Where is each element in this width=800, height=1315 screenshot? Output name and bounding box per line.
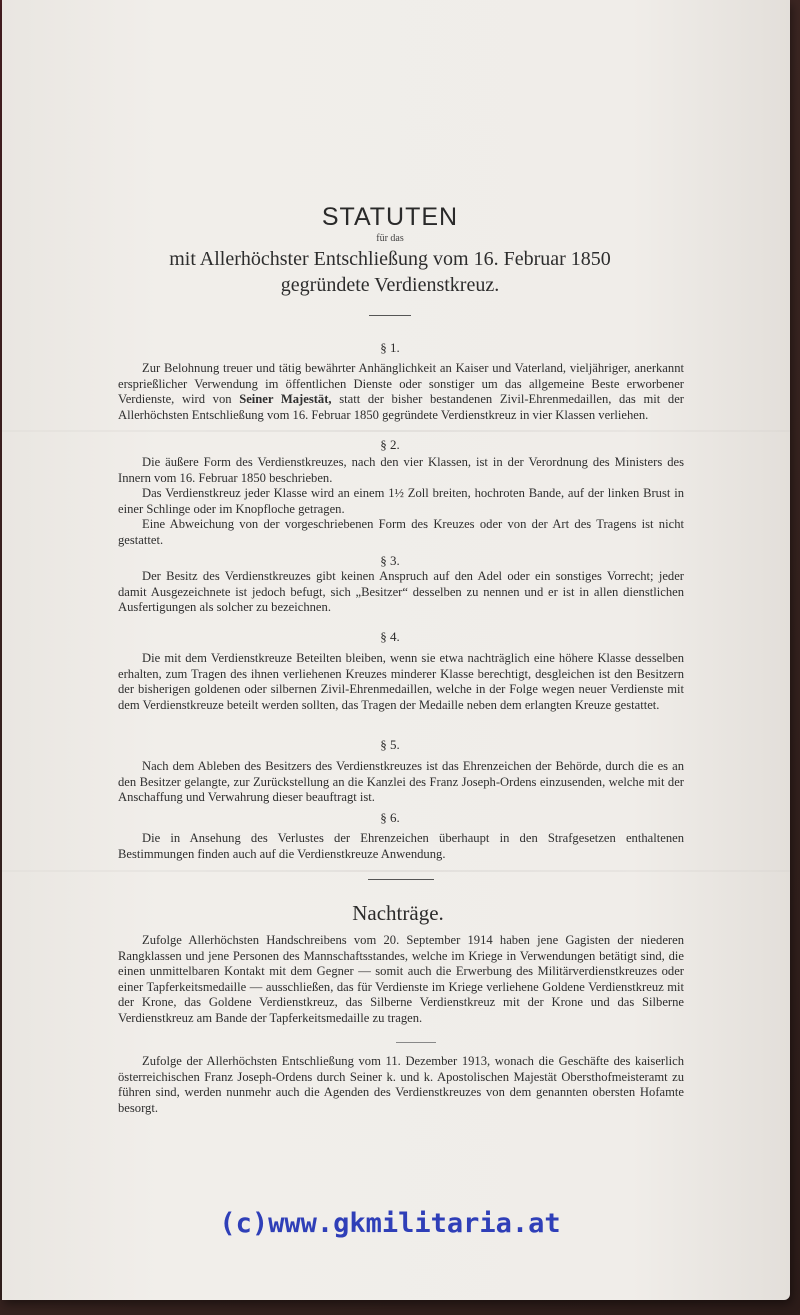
divider <box>368 879 434 880</box>
divider <box>396 1042 436 1043</box>
section-mark: § 4. <box>380 629 400 644</box>
paragraph: Zufolge Allerhöchsten Handschreibens vom 20. September 1914 haben jene Gagisten der niederen Rangklassen und jene Personen des Mannschaftsstandes, welche im Kriege in Verwendungen betätigt sind, die einen unmittelbaren Kontakt mit dem Gegner — somit auch die Erwerbung des Militärverdienstkreuzes oder einer Tapferkeitsmedaille — ausschließen, das für Verdienste im Kriege verliehene Goldene Verdienstkreuz mit der Krone, das Goldene Verdienstkreuz, das Silberne Verdienstkreuz mit der Krone und das Silberne Verdienstkreuz am Bande der Tapferkeitsmedaille zu tragen. <box>118 933 684 1025</box>
paragraph: Nach dem Ableben des Besitzers des Verdienstkreuzes ist das Ehrenzeichen der Behörde, durch die es an den Besitzer gelangte, zur Zurückstellung an die Kanzlei des Franz Joseph-Ordens einzusenden, welche mit der Anschaffung und Verwahrung dieser beauftragt ist. <box>118 759 684 805</box>
paragraph: Der Besitz des Verdienstkreuzes gibt keinen Anspruch auf den Adel oder ein sonstiges Vorrecht; jeder damit Ausgezeichnete ist jedoch befugt, sich „Besitzer“ desselben zu nennen und er ist in allen dienstlichen Ausfertigungen als solcher zu bezeichnen. <box>118 569 684 615</box>
section-mark: § 5. <box>380 737 400 752</box>
section-3-text <box>118 569 684 616</box>
section-mark: § 3. <box>380 553 400 568</box>
supplement-2-text <box>118 1054 684 1116</box>
paragraph: Zufolge der Allerhöchsten Entschließung vom 11. Dezember 1913, wonach die Geschäfte des kaiserlich österreichischen Franz Joseph-Ordens durch Seiner k. und k. Apostolischen Majestät Obersthofmeisteramt zu führen sind, werden nunmehr auch die Agenden des Verdienstkreuzes von dem genannten obersten Hofamte besorgt. <box>118 1054 684 1115</box>
paragraph: Die mit dem Verdienstkreuze Beteilten bleiben, wenn sie etwa nachträglich eine höhere Klasse desselben erhalten, zum Tragen des ihnen verliehenen Kreuzes minderer Klasse berechtigt, desgleichen ist den Besitzern der bisherigen goldenen oder silbernen Zivil-Ehrenmedaillen, welche in der Folge wegen neuer Verdienste mit dem Verdienstkreuze beteilt werden sollten, das Tragen der Medaille neben dem erlangten Kreuze gestattet. <box>118 651 684 712</box>
title-line-1: mit Allerhöchster Entschließung vom 16. Februar 1850 <box>169 248 611 270</box>
title-subline: für das <box>376 233 404 244</box>
title-line-2: gegründete Verdienstkreuz. <box>280 274 500 296</box>
document-title: STATUTEN <box>321 203 459 231</box>
paragraph: Das Verdienstkreuz jeder Klasse wird an einem 1½ Zoll breiten, hochroten Bande, auf der linken Brust in einer Schlinge oder im Knopfloche getragen. <box>118 486 684 516</box>
section-mark: § 1. <box>380 340 400 355</box>
watermark: (c)www.gkmilitaria.at <box>219 1208 561 1239</box>
paragraph: Zur Belohnung treuer und tätig bewährter Anhänglichkeit an Kaiser und Vaterland, vieljähriger, anerkannt ersprießlicher Verwendung im öffentlichen Dienste oder sonstiger um das allgemeine Beste erworbener Verdienste, wird von Seiner Majestät, statt der bisher bestandenen Zivil-Ehrenmedaillen, das mit der Allerhöchsten Entschließung vom 16. Februar 1850 gegründete Verdienstkreuz in vier Klassen verliehen. <box>118 361 684 422</box>
section-5-text <box>118 759 684 806</box>
section-mark: § 6. <box>380 810 400 825</box>
paragraph: Eine Abweichung von der vorgeschriebenen Form des Kreuzes oder von der Art des Tragens ist nicht gestattet. <box>118 517 684 547</box>
divider <box>369 315 411 316</box>
supplement-1-text <box>118 933 684 1027</box>
section-2-text <box>118 455 684 549</box>
paragraph: Die in Ansehung des Verlustes der Ehrenzeichen überhaupt in den Strafgesetzen enthaltenen Bestimmungen finden auch auf die Verdienstkreuze Anwendung. <box>118 831 684 861</box>
paragraph: Die äußere Form des Verdienstkreuzes, nach den vier Klassen, ist in der Verordnung des Ministers des Innern vom 16. Februar 1850 beschrieben. <box>118 455 684 485</box>
section-4-text <box>118 651 684 713</box>
section-6-text <box>118 831 684 862</box>
section-1-text <box>118 361 684 423</box>
section-mark: § 2. <box>380 437 400 452</box>
supplements-title: Nachträge. <box>352 901 444 925</box>
